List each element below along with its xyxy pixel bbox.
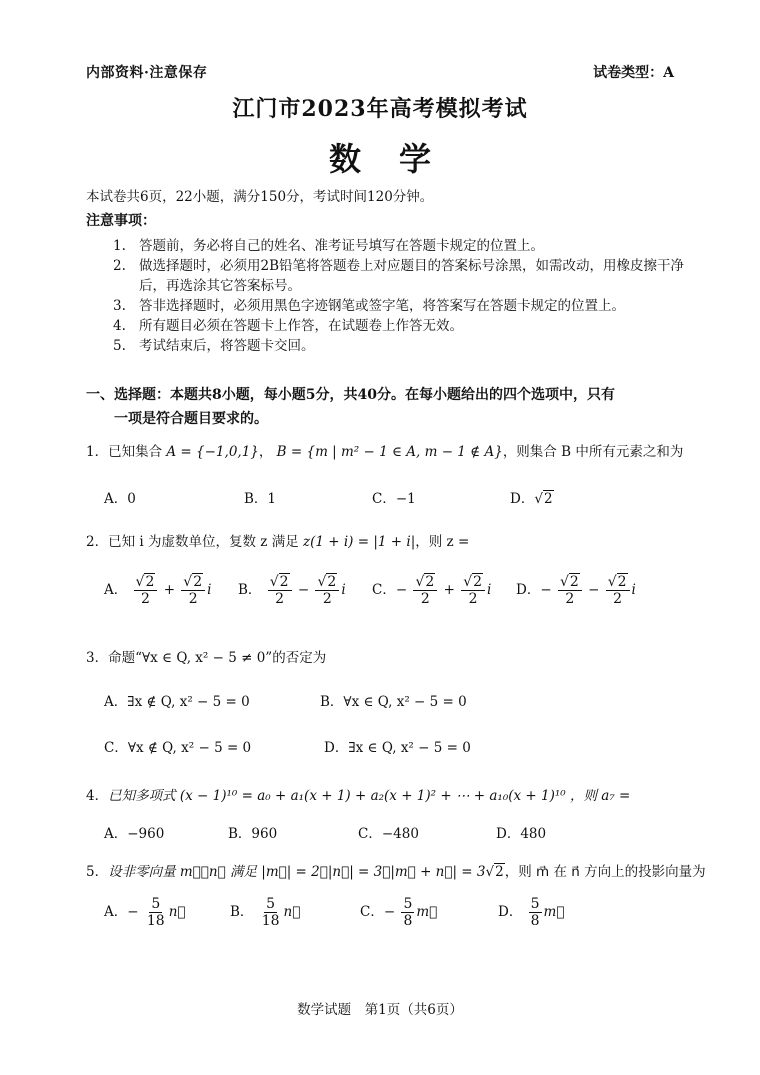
question-3-options-row-2: [104, 736, 684, 766]
option-b[interactable]: [238, 574, 346, 607]
option-b[interactable]: B．∀x ∈ Q, x² − 5 = 0: [320, 694, 467, 710]
option-a[interactable]: A．∃x ∉ Q, x² − 5 = 0: [104, 694, 250, 710]
option-d[interactable]: [516, 574, 636, 607]
question-text: ，则 z =: [415, 534, 470, 550]
notice-text: 做选择题时，必须用2B铅笔将答题卷上对应题目的答案标号涂黑，如需改动，用橡皮擦干净后，再选涂其它答案标号。: [139, 258, 685, 294]
option-b[interactable]: B．960: [228, 826, 278, 842]
option-a[interactable]: A．0: [104, 491, 136, 507]
question-text: 设非零向量 m⃗，n⃗ 满足 |m⃗| = 2，|n⃗| = 3，|m⃗ + n⃗| = 3: [108, 864, 486, 880]
option-label: D．: [498, 904, 523, 920]
question-3-options-row-1: [104, 690, 684, 720]
question-number: 4．: [86, 788, 109, 804]
notice-item: [113, 296, 693, 316]
imaginary-unit: i: [341, 582, 346, 598]
page-footer: 数学试题 第1页（共6页）: [297, 1002, 463, 1018]
vector-symbol: n⃗: [283, 904, 301, 920]
fraction: $\frac{5}{8}$: [530, 896, 540, 929]
option-label: A．: [104, 582, 128, 598]
imaginary-unit: i: [631, 582, 636, 598]
confidential-note: 内部资料·注意保存: [86, 65, 208, 81]
exam-intro: 本试卷共6页，22小题，满分150分，考试时间120分钟。: [86, 189, 434, 205]
notice-text: 所有题目必须在答题卡上作答，在试题卷上作答无效。: [139, 318, 463, 334]
option-a[interactable]: [104, 574, 211, 607]
question-text: 已知多项式 (x − 1)¹⁰ = a₀ + a₁(x + 1) + a₂(x + 1)² + ⋯ + a₁₀(x + 1)¹⁰ ，则 a₇ =: [108, 788, 631, 804]
question-text: ，则 m⃗ 在 n⃗ 方向上的投影向量为: [504, 864, 706, 880]
option-a[interactable]: [104, 896, 185, 929]
option-d[interactable]: D．∃x ∈ Q, x² − 5 = 0: [324, 740, 471, 756]
question-1-options: [104, 487, 684, 517]
notice-text: 考试结束后，将答题卡交回。: [139, 338, 315, 354]
option-c[interactable]: [360, 896, 437, 929]
section-heading-line: 一、选择题：本题共8小题，每小题5分，共40分。在每小题给出的四个选项中，只有: [86, 387, 615, 403]
option-a[interactable]: A．−960: [104, 826, 165, 842]
sign: −: [127, 904, 139, 920]
notice-item: [113, 236, 693, 256]
question-5-options: [104, 896, 684, 940]
option-c[interactable]: [372, 574, 491, 607]
operator: +: [443, 582, 455, 598]
option-label: B．: [238, 582, 262, 598]
fraction: $\frac{5}{18}$: [146, 896, 165, 929]
notice-number: 3.: [113, 298, 126, 314]
fraction: $\frac{√2}{2}$: [558, 574, 582, 607]
question-text: ，则集合 B 中所有元素之和为: [502, 444, 684, 460]
question-1: 1．已知集合 A = {−1,0,1}， B = {m | m² − 1 ∈ A, m − 1 ∉ A}，则集合 B 中所有元素之和为: [86, 444, 684, 460]
question-4-options: [104, 822, 684, 852]
operator: +: [163, 582, 175, 598]
vector-symbol: m⃗: [543, 904, 565, 920]
set-a-expression: A = {−1,0,1}: [166, 444, 259, 460]
option-label: D．: [516, 582, 541, 598]
set-b-expression: B = {m | m² − 1 ∈ A, m − 1 ∉ A}: [276, 444, 503, 460]
question-text: 已知 i 为虚数单位，复数 z 满足: [108, 534, 299, 550]
question-number: 3．: [86, 650, 109, 666]
option-label: B．: [230, 904, 254, 920]
option-label: C．: [372, 582, 396, 598]
notice-number: 2.: [113, 258, 126, 274]
vector-symbol: n⃗: [168, 904, 186, 920]
question-text: 命题“∀x ∈ Q, x² − 5 ≠ 0”的否定为: [108, 650, 327, 666]
fraction: $\frac{5}{8}$: [403, 896, 413, 929]
option-b[interactable]: [230, 896, 300, 929]
notice-number: 5.: [113, 338, 126, 354]
fraction: $\frac{√2}{2}$: [315, 574, 339, 607]
fraction: $\frac{√2}{2}$: [606, 574, 630, 607]
notice-item: [113, 316, 693, 336]
notice-heading: 注意事项：: [86, 213, 156, 229]
fraction: $\frac{√2}{2}$: [134, 574, 158, 607]
question-2: [86, 530, 469, 550]
question-number: 1．: [86, 444, 109, 460]
question-number: 5．: [86, 864, 109, 880]
paper-type: 试卷类型：A: [593, 65, 674, 81]
notice-item: [113, 336, 693, 356]
sign: −: [383, 904, 396, 920]
option-d[interactable]: [498, 896, 564, 929]
imaginary-unit: i: [207, 582, 212, 598]
fraction: $\frac{√2}{2}$: [461, 574, 485, 607]
sign: −: [540, 582, 552, 598]
option-label: D．: [510, 491, 535, 507]
notice-number: 4.: [113, 318, 126, 334]
question-text: 已知集合: [108, 444, 163, 460]
operator: −: [588, 582, 600, 598]
option-c[interactable]: C．∀x ∉ Q, x² − 5 = 0: [104, 740, 252, 756]
subject-title: 数学: [328, 140, 469, 178]
option-d[interactable]: D．480: [496, 826, 547, 842]
fraction: $\frac{√2}{2}$: [181, 574, 205, 607]
option-c[interactable]: C．−1: [372, 491, 416, 507]
section-heading-line: 一项是符合题目要求的。: [114, 411, 268, 427]
question-5: [86, 860, 706, 880]
notice-item: [113, 256, 693, 296]
option-label: C．: [360, 904, 384, 920]
question-2-options: [104, 574, 684, 618]
notice-text: 答非选择题时，必须用黑色字迹钢笔或签字笔，将答案写在答题卡规定的位置上。: [139, 298, 625, 314]
option-d[interactable]: [510, 487, 554, 507]
notice-number: 1.: [113, 238, 126, 254]
fraction: $\frac{√2}{2}$: [268, 574, 292, 607]
option-b[interactable]: B．1: [244, 491, 277, 507]
operator: −: [297, 582, 310, 598]
question-3: [86, 646, 326, 666]
sqrt-expression: √2: [534, 491, 553, 507]
sqrt-expression: √2: [485, 864, 504, 880]
exam-title: 江门市2023年高考模拟考试: [232, 96, 528, 122]
fraction: $\frac{√2}{2}$: [413, 574, 437, 607]
imaginary-unit: i: [487, 582, 492, 598]
notice-list: [113, 236, 693, 356]
option-label: A．: [104, 904, 128, 920]
option-c[interactable]: C．−480: [358, 826, 419, 842]
condition-expression: z(1 + i) = |1 + i|: [303, 534, 416, 550]
section-heading: [86, 383, 686, 431]
vector-symbol: m⃗: [416, 904, 438, 920]
fraction: $\frac{5}{18}$: [261, 896, 280, 929]
notice-text: 答题前，务必将自己的姓名、准考证号填写在答题卡规定的位置上。: [139, 238, 544, 254]
question-4: [86, 784, 630, 804]
question-number: 2．: [86, 534, 109, 550]
sign: −: [395, 582, 408, 598]
